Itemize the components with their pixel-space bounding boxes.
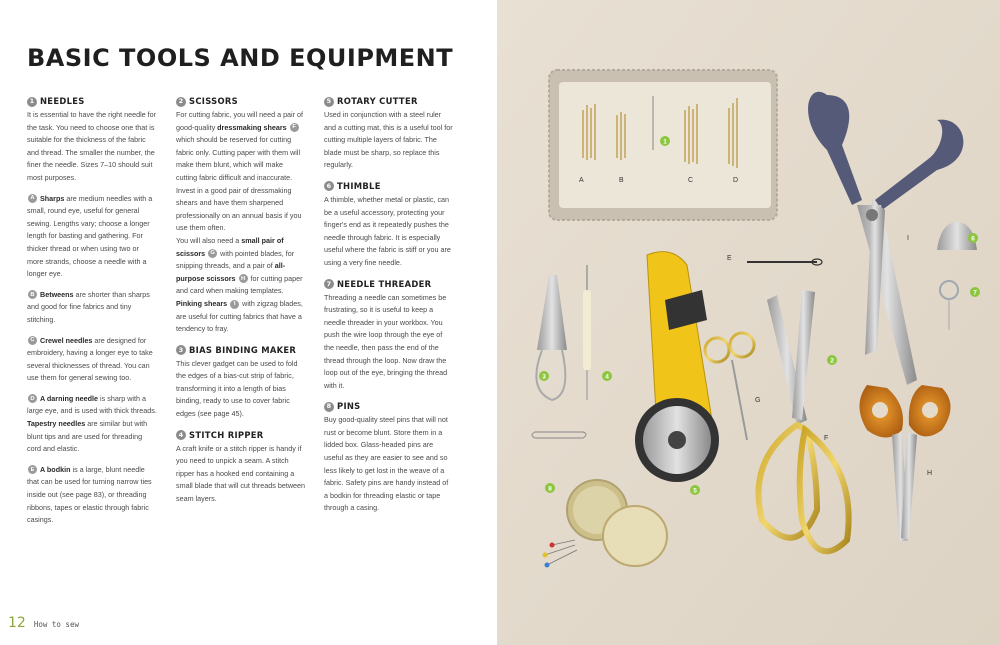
section-scissors: [176, 95, 306, 336]
label-g: G: [755, 397, 761, 404]
scissors-heading-text: SCISSORS: [189, 96, 238, 107]
bodkin-text: is a large, blunt needle that can be used for turning narrow ties inside out (see page 83), or threading ribbons, tapes or elastic through fabric casings.: [27, 464, 152, 525]
crewel-term: Crewel needles: [40, 335, 93, 345]
tools-photo: [497, 0, 1000, 645]
needles-heading-text: NEEDLES: [40, 96, 85, 107]
needles-heading: [27, 95, 157, 108]
scissors-heading: [176, 95, 306, 108]
section-thimble: [324, 180, 454, 270]
tag-a: A: [28, 194, 37, 203]
betweens-term: Betweens: [40, 289, 74, 299]
label-h: H: [927, 470, 933, 477]
rotary-number-badge: 5: [324, 97, 334, 107]
section-needle-threader: [324, 278, 454, 393]
badge-7-text: 7: [973, 289, 977, 297]
thimble-number-badge: 6: [324, 181, 334, 191]
dressmaking-shears-term: dressmaking shears: [217, 122, 287, 132]
badge-5-text: 5: [693, 487, 697, 495]
badge-6-text: 6: [971, 235, 975, 243]
tapestry-term: Tapestry needles: [27, 419, 86, 429]
pins-heading: [324, 400, 454, 413]
label-b: B: [619, 177, 624, 184]
needles-number-badge: 1: [27, 97, 37, 107]
needles-crewel: [27, 335, 157, 385]
badge-1-text: 1: [663, 138, 667, 146]
thimble-heading-text: THIMBLE: [337, 181, 381, 192]
badge-2-text: 2: [830, 357, 834, 365]
scissors-para-1: [176, 109, 306, 235]
sharps-term: Sharps: [40, 193, 65, 203]
scissors-p2-text3: for cutting paper and card when making templates.: [176, 273, 303, 296]
label-a: A: [579, 177, 584, 184]
section-stitch-ripper: [176, 429, 306, 506]
page-title: BASIC TOOLS AND EQUIPMENT: [27, 44, 454, 72]
ripper-heading-text: STITCH RIPPER: [189, 429, 264, 440]
scissors-p2-text2: with pointed blades, for snipping threads, and a pair of: [176, 248, 295, 271]
crewel-text: are designed for embroidery, having a longer eye to take several thicknesses of thread. You can use them for general sewing too.: [27, 335, 153, 383]
tapestry-text: are similar but with blunt tips and are used for threading cord and elastic.: [27, 419, 148, 454]
label-c: C: [688, 177, 694, 184]
scissors-para-2: [176, 235, 306, 336]
left-page: [0, 0, 497, 645]
section-rotary-cutter: [324, 95, 454, 172]
darning-term: A darning needle: [40, 393, 99, 403]
tag-f: F: [290, 123, 299, 132]
badge-4-text: 4: [605, 373, 609, 381]
needles-darning: [27, 393, 157, 456]
section-needles: [27, 95, 157, 527]
pins-number-badge: 8: [324, 402, 334, 412]
needles-betweens: [27, 289, 157, 327]
column-2: [176, 95, 306, 514]
scissors-p1-text: For cutting fabric, you will need a pair of good-quality: [176, 110, 304, 132]
ripper-heading: [176, 429, 306, 442]
tag-b: B: [28, 290, 37, 299]
column-1: [27, 95, 157, 535]
thimble-text: A thimble, whether metal or plastic, can be a useful accessory, protecting your finger's end as it repeatedly pushes the needle through fabric. It is especially useful where the fabric is stiff or you are using a very fine needle.: [324, 194, 451, 267]
tag-i: I: [230, 300, 239, 309]
rotary-text: Used in conjunction with a steel ruler and a cutting mat, this is a useful tool for cutting multiple layers of fabric. The blade must be sharp, so replace this regularly.: [324, 110, 453, 170]
tools-photo-svg: [497, 0, 1000, 645]
all-purpose-term: all-purpose scissors: [176, 261, 286, 283]
tag-d: D: [28, 394, 37, 403]
label-f: F: [824, 435, 829, 442]
tag-g: G: [208, 249, 217, 258]
bias-heading-text: BIAS BINDING MAKER: [189, 344, 297, 355]
scissors-number-badge: 2: [176, 97, 186, 107]
section-bias-binding: [176, 344, 306, 421]
betweens-text: are shorter than sharps and good for fine fabrics and tiny stitching.: [27, 289, 150, 324]
scissors-p1-text2: which should be reserved for cutting fabric only. Cutting paper with them will make them blunt, which will make cutting fabric difficult and inaccurate. Invest in a good pair of dressmaking shears and have them sharpened professionally on an annual basis if you use them often.: [176, 135, 302, 233]
tag-e: E: [28, 465, 37, 474]
rotary-heading-text: ROTARY CUTTER: [337, 96, 418, 107]
threader-heading: [324, 278, 454, 291]
tag-h: H: [239, 274, 248, 283]
badge-8-text: 8: [548, 485, 552, 493]
small-scissors-term: small pair of scissors: [176, 235, 284, 258]
badge-3-text: 3: [542, 373, 546, 381]
scissors-p2-text4: with zigzag blades, are useful for cutting fabrics that have a tendency to fray.: [176, 298, 303, 334]
threader-text: Threading a needle can sometimes be frustrating, so it is useful to keep a needle threader in your workbox. You push the wire loop through the eye of the needle, then pass the end of the thread through the loop. Now draw the loop out of the eye, bringing the thread with it.: [324, 292, 448, 390]
page-number: 12: [8, 615, 26, 631]
tag-c: C: [28, 336, 37, 345]
bias-text: This clever gadget can be used to fold the edges of a bias-cut strip of fabric, transforming it into a length of bias binding, ready to use to cover fabric edges (see page 45).: [176, 358, 298, 419]
pins-heading-text: PINS: [337, 401, 361, 412]
needles-bodkin: [27, 464, 157, 527]
bias-heading: [176, 344, 306, 357]
threader-number-badge: 7: [324, 279, 334, 289]
section-pins: [324, 400, 454, 515]
rotary-heading: [324, 95, 454, 108]
book-title: How to sew: [33, 620, 79, 629]
ripper-number-badge: 4: [176, 430, 186, 440]
page-footer: [8, 615, 79, 631]
pinking-shears-term: Pinking shears: [176, 298, 228, 308]
label-d: D: [733, 177, 739, 184]
ripper-text: A craft knife or a stitch ripper is handy if you need to unpick a seam. A stitch ripper has a hooked end containing a small blade that will cut threads between seam layers.: [176, 443, 306, 504]
needles-intro: It is essential to have the right needle for the task. You need to choose one that is suitable for the thickness of the fabric and thread. The smaller the number, the finer the needle. Sizes 7–10 should suit most purposes.: [27, 110, 157, 182]
darning-text: is sharp with a large eye, and is used with thick threads.: [27, 393, 157, 416]
needles-sharps: [27, 193, 157, 281]
bodkin-term: A bodkin: [40, 464, 71, 474]
sharps-text: are medium needles with a small, round eye, useful for general sewing. Lengths vary; choose a longer length for basting and gathering. For thicker thread or when using two or more strands, choose a needle with a longer eye.: [27, 193, 153, 279]
scissors-p2-text: You will also need a: [176, 235, 242, 245]
thimble-heading: [324, 180, 454, 193]
label-i: I: [907, 235, 909, 242]
pins-text: Buy good-quality steel pins that will not rust or become blunt. Store them in a lidded box. Glass-headed pins are useful as they are easier to see and so less likely to get lost in the weave of a fabric. Safety pins are handy instead of a bodkin for threading elastic or tape through a casing.: [324, 415, 449, 513]
needle-felt-pad: [549, 70, 777, 220]
label-e: E: [727, 255, 732, 262]
bias-number-badge: 3: [176, 345, 186, 355]
threader-heading-text: NEEDLE THREADER: [337, 278, 432, 289]
column-3: [324, 95, 454, 523]
